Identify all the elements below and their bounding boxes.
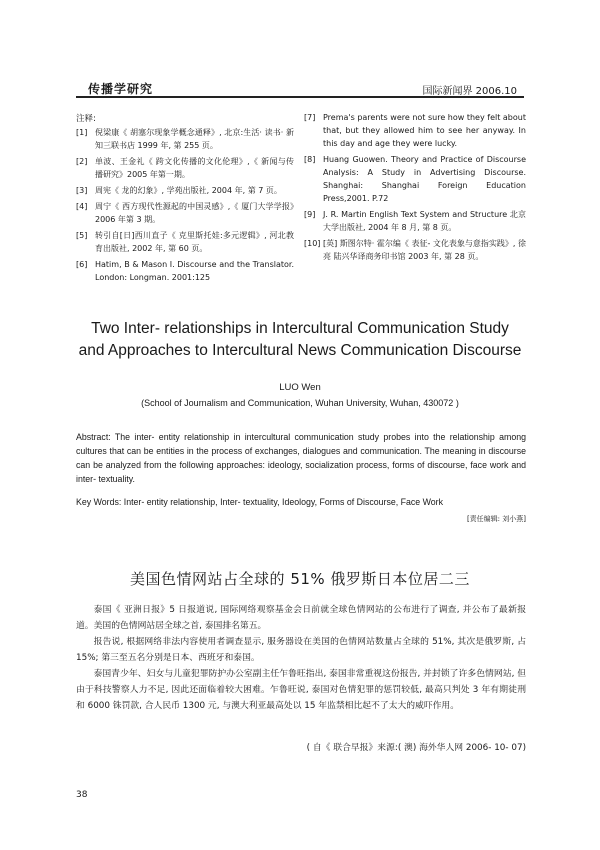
note-number: [10]	[304, 239, 321, 248]
news-paragraph: 报告说, 根据网络非法内容使用者调查显示, 服务器设在美国的色情网站数量占全球的 51%, 其次是俄罗斯, 占 15%; 第三至五名分别是日本、西班牙和泰国。	[76, 637, 526, 663]
note-item	[304, 111, 526, 150]
section-title: 传播学研究	[88, 82, 154, 96]
note-number: [7]	[304, 113, 316, 122]
note-text: [英] 斯图尔特· 霍尔编《 表征- 文化表象与意指实践》, 徐亮 陆兴华译商务印书馆 2003 年, 第 28 页。	[323, 239, 526, 261]
author-name: LUO Wen	[279, 382, 321, 393]
news-source: ( 自《 联合早报》来源:( 澳) 海外华人网 2006- 10- 07)	[306, 743, 526, 753]
note-item	[76, 184, 294, 197]
abstract: Abstract: The inter- entity relationship in intercultural communication study probes into the relationship among cultures that can be entities in the process of exchanges, dialogues and communication. The meaning in discourse can be analyzed from the following approaches: ideology, socialization process, forms of discourse, face work and inter- textuality.	[76, 432, 526, 484]
note-text: 周宪《 龙的幻象》, 学苑出版社, 2004 年, 第 7 页。	[95, 186, 282, 195]
note-item	[76, 200, 294, 226]
note-number: [9]	[304, 210, 316, 219]
article-title-line: and Approaches to Intercultural News Communication Discourse	[78, 342, 522, 359]
notes-left-column	[76, 126, 294, 287]
note-number: [4]	[76, 202, 88, 211]
note-number: [8]	[304, 155, 316, 164]
article-title	[60, 318, 540, 362]
notes-right-column	[304, 111, 526, 266]
note-item	[76, 155, 294, 181]
note-text: 倪梁康《 胡塞尔现象学概念通释》, 北京:生活· 读书· 新知三联书店 1999 年, 第 255 页。	[95, 128, 294, 150]
note-number: [3]	[76, 186, 88, 195]
note-number: [6]	[76, 260, 88, 269]
header-divider	[76, 96, 524, 98]
note-text: Prema's parents were not sure how they felt about that, but they allowed him to see her anyway. In this day and age they were lucky.	[323, 113, 526, 148]
notes-label: 注释:	[76, 114, 96, 124]
note-number: [5]	[76, 231, 88, 240]
journal-issue: 国际新闻界 2006.10	[422, 86, 517, 97]
note-number: [1]	[76, 128, 88, 137]
news-title: 美国色情网站占全球的 51% 俄罗斯日本位居二三	[130, 570, 470, 588]
note-text: Hatim, B & Mason I. Discourse and the Translator. London: Longman. 2001:125	[95, 260, 294, 282]
note-text: 单波、王金礼《 跨文化传播的文化伦理》,《 新闻与传播研究》2005 年第一期。	[95, 157, 294, 179]
news-paragraph: 泰国青少年、妇女与儿童犯罪防护办公室副主任乍鲁旺指出, 泰国非常重视这份报告, 并封锁了许多色情网站, 但由于科技警察人力不足, 因此还面临着较大困难。乍鲁旺说, 泰国对色情犯罪的惩罚较低, 最高只判处 3 年有期徒刑和 6000 铢罚款, 合人民币 1300 元, 与澳大利亚最高处以 15 年监禁相比起不了太大的威吓作用。	[76, 669, 526, 711]
note-number: [2]	[76, 157, 88, 166]
note-text: 转引自[日]西川直子《 克里斯托娃:多元逻辑》, 河北教育出版社, 2002 年, 第 60 页。	[95, 231, 294, 253]
page-number: 38	[76, 790, 88, 800]
note-item	[76, 258, 294, 284]
article-title-line: Two Inter- relationships in Intercultural Communication Study	[91, 320, 509, 337]
note-text: Huang Guowen. Theory and Practice of Discourse Analysis: A Study in Advertising Discourse. Shanghai: Shanghai Foreign Education Press,2001. P.72	[323, 155, 526, 203]
note-item	[304, 208, 526, 234]
keywords: Key Words: Inter- entity relationship, Inter- textuality, Ideology, Forms of Discourse, Face Work	[76, 497, 443, 507]
note-item	[76, 229, 294, 255]
editor-credit: [责任编辑: 刘小燕]	[466, 515, 526, 523]
news-body	[76, 602, 526, 714]
author-affiliation: (School of Journalism and Communication, Wuhan University, Wuhan, 430072 )	[141, 398, 459, 408]
news-paragraph: 泰国《 亚洲日报》5 日报道说, 国际网络观察基金会日前就全球色情网站的公布进行了调查, 并公布了最新报道。美国的色情网站居全球之首, 泰国排名第五。	[76, 605, 526, 631]
note-item	[304, 237, 526, 263]
note-item	[304, 153, 526, 205]
note-item	[76, 126, 294, 152]
note-text: J. R. Martin English Text System and Structure 北京大学出版社, 2004 年 8 月, 第 8 页。	[323, 210, 526, 232]
note-text: 周宁《 西方现代性源起的中国灵感》,《 厦门大学学报》2006 年第 3 期。	[95, 202, 294, 224]
